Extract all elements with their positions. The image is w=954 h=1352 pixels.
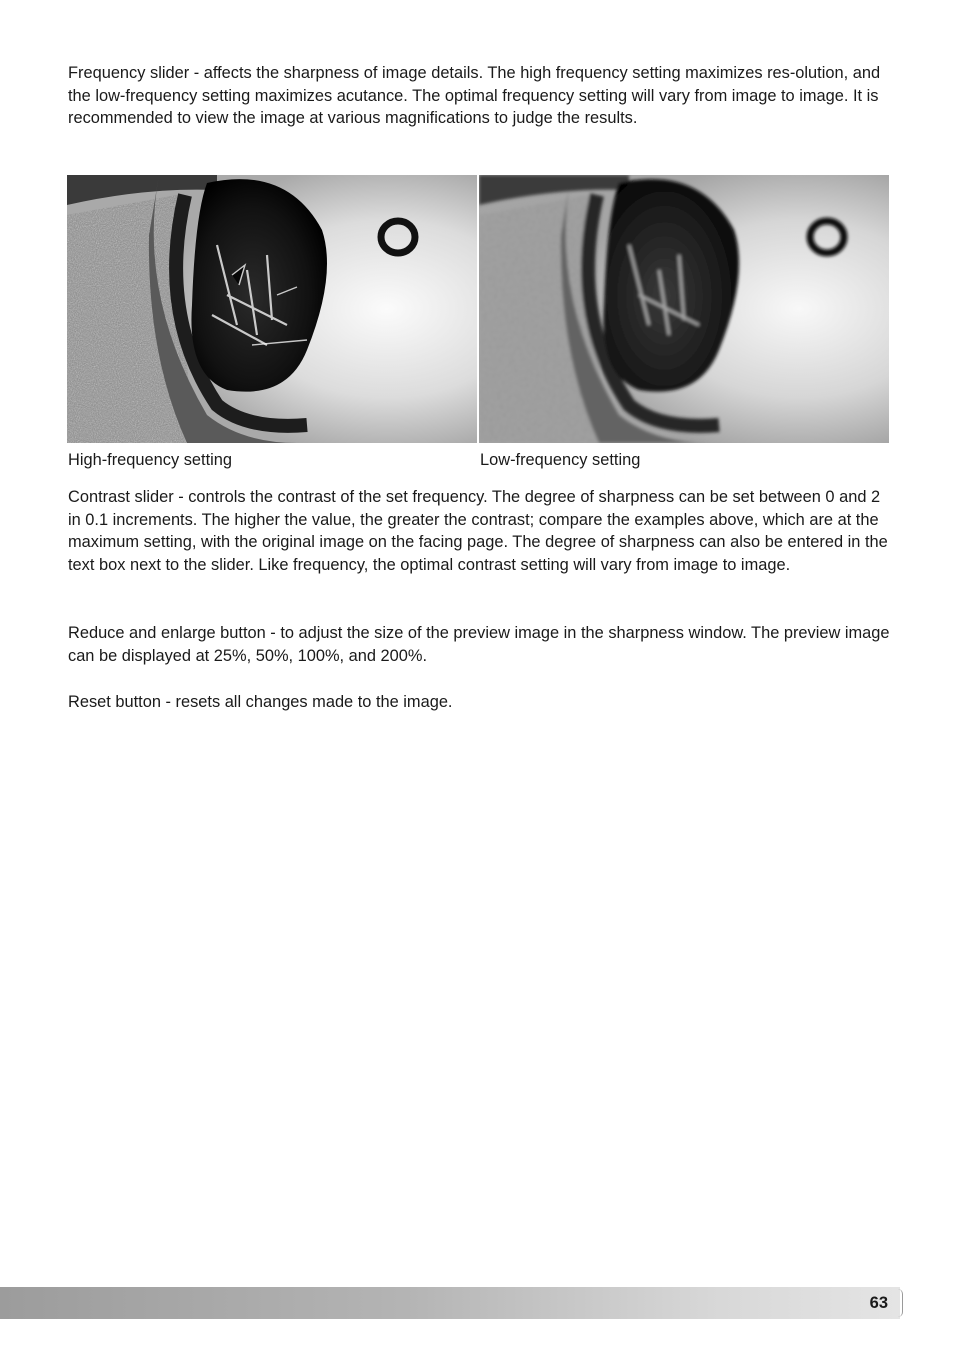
high-frequency-photo bbox=[67, 175, 477, 443]
high-frequency-photo-graphic bbox=[67, 175, 477, 443]
high-frequency-caption: High-frequency setting bbox=[68, 451, 232, 469]
low-frequency-caption: Low-frequency setting bbox=[480, 451, 641, 469]
footer-band-end bbox=[898, 1289, 903, 1317]
page-number: 63 bbox=[869, 1294, 888, 1312]
reduce-enlarge-paragraph: Reduce and enlarge button - to adjust the size of the preview image in the sharpness window. The preview image can be displayed at 25%, 50%, 100%, and 200%. bbox=[68, 624, 890, 665]
low-frequency-photo-graphic bbox=[479, 175, 889, 443]
footer-band bbox=[0, 1287, 900, 1319]
contrast-slider-paragraph: Contrast slider - controls the contrast of the set frequency. The degree of sharpness can be set between 0 and 2 in 0.1 increments. The higher the value, the greater the contrast; compare the examples above, which are at the maximum setting, with the original image on the facing page. The degree of sharpness can also be entered in the text box next to the slider. Like frequency, the optimal contrast setting will vary from image to image. bbox=[68, 488, 888, 575]
reset-button-paragraph: Reset button - resets all changes made to the image. bbox=[68, 693, 453, 711]
low-frequency-photo bbox=[479, 175, 889, 443]
frequency-slider-paragraph: Frequency slider - affects the sharpness of image details. The high frequency setting maximizes res-olution, and the low-frequency setting maximizes acutance. The optimal frequency setting will vary from image to image. It is recommended to view the image at various magnifications to judge the results. bbox=[68, 64, 881, 128]
